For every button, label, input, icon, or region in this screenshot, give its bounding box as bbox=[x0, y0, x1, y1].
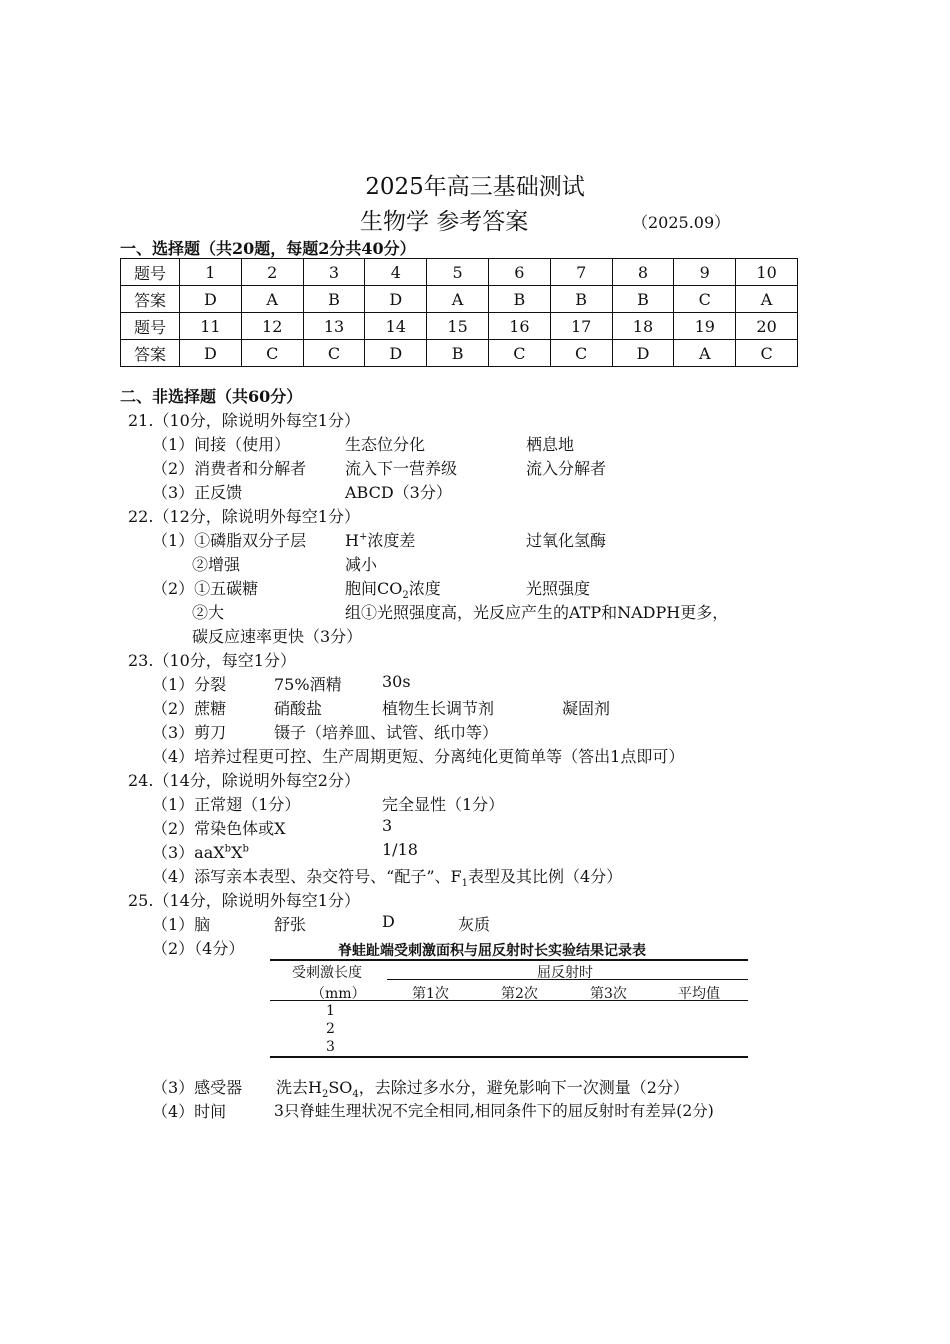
q23-heading: 23.（10分，每空1分） bbox=[128, 651, 296, 670]
q23-answer: 植物生长调节剂 bbox=[382, 699, 495, 718]
exam-date: （2025.09） bbox=[632, 213, 731, 232]
q22-answer: ②大 bbox=[192, 603, 225, 622]
q21-answer: ABCD（3分） bbox=[345, 483, 452, 502]
answer-cell: B bbox=[427, 340, 489, 367]
question-number: 18 bbox=[612, 313, 674, 340]
question-number: 19 bbox=[674, 313, 736, 340]
answer-cell: B bbox=[550, 286, 612, 313]
col-stimulus-length: 受刺激长度 bbox=[292, 965, 362, 981]
q25-heading: 25.（14分，除说明外每空1分） bbox=[128, 891, 360, 910]
record-table-caption: 脊蛙趾端受刺激面积与屈反射时长实验结果记录表 bbox=[338, 943, 646, 959]
answer-cell: A bbox=[427, 286, 489, 313]
q23-answer: 硝酸盐 bbox=[274, 699, 323, 718]
q21-answer: 流入下一营养级 bbox=[345, 459, 458, 478]
part2-heading: 二、非选择题（共60分） bbox=[120, 387, 303, 406]
table-row-label: 3 bbox=[326, 1039, 335, 1055]
q24-answer: $(3)aaX^bX^b$ bbox=[152, 843, 249, 862]
q25-answer: D bbox=[382, 912, 395, 931]
q21-heading: 21.（10分，除说明外每空1分） bbox=[128, 411, 360, 430]
question-number: 4 bbox=[365, 259, 427, 286]
question-number: 8 bbox=[612, 259, 674, 286]
answer-cell: A bbox=[241, 286, 303, 313]
answer-cell: D bbox=[180, 286, 242, 313]
title-line-1: 2025年高三基础测试 bbox=[365, 174, 585, 200]
q23-answer: （3）剪刀 bbox=[152, 723, 227, 742]
q25-answer: （1）脑 bbox=[152, 915, 211, 934]
q25-answer: （4）时间 bbox=[152, 1102, 227, 1121]
q24-answer: 完全显性（1分） bbox=[382, 795, 505, 814]
answer-cell: D bbox=[365, 286, 427, 313]
q24-answer: （1）正常翅（1分） bbox=[152, 795, 301, 814]
answer-cell: C bbox=[241, 340, 303, 367]
q23-answer: （2）蔗糖 bbox=[152, 699, 227, 718]
q24-answer: 1/18 bbox=[382, 840, 418, 859]
question-number: 11 bbox=[180, 313, 242, 340]
title-line-2: 生物学 参考答案 bbox=[360, 209, 529, 235]
q21-answer: 栖息地 bbox=[526, 435, 575, 454]
question-number: 16 bbox=[488, 313, 550, 340]
q23-answer: （1）分裂 bbox=[152, 675, 227, 694]
question-number: 3 bbox=[303, 259, 365, 286]
q22-answer: （1）①磷脂双分子层 bbox=[152, 531, 307, 550]
answer-cell: C bbox=[736, 340, 798, 367]
question-number-row bbox=[121, 313, 798, 340]
question-number: 10 bbox=[736, 259, 798, 286]
col-trial-1: 第1次 bbox=[412, 986, 449, 1002]
question-number: 2 bbox=[241, 259, 303, 286]
q22-answer: H+浓度差 bbox=[345, 531, 416, 550]
q21-answer: （1）间接（使用） bbox=[152, 435, 291, 454]
answer-cell: D bbox=[612, 340, 674, 367]
q24-answer: 3 bbox=[382, 816, 393, 835]
answer-cell: D bbox=[180, 340, 242, 367]
answer-cell: C bbox=[488, 340, 550, 367]
q22-heading: 22.（12分，除说明外每空1分） bbox=[128, 507, 360, 526]
q24-answer: （4）添写亲本表型、杂交符号、“配子”、$F_1$表型及其比例（4分） bbox=[152, 867, 623, 890]
row-label: 答案 bbox=[121, 286, 180, 313]
question-number: 14 bbox=[365, 313, 427, 340]
answer-cell: C bbox=[303, 340, 365, 367]
part1-heading: 一、选择题（共20题，每题2分共40分） bbox=[120, 239, 416, 258]
q22-answer: 胞间$CO_2$浓度 bbox=[345, 579, 441, 602]
q23-answer: 30s bbox=[382, 672, 411, 691]
row-label: 题号 bbox=[121, 259, 180, 286]
answer-cell: B bbox=[488, 286, 550, 313]
answer-cell: C bbox=[550, 340, 612, 367]
question-number: 6 bbox=[488, 259, 550, 286]
q25-answer: 舒张 bbox=[274, 915, 307, 934]
answer-cell: A bbox=[674, 340, 736, 367]
table-top-rule bbox=[270, 959, 748, 961]
question-number: 9 bbox=[674, 259, 736, 286]
q23-answer: 75%酒精 bbox=[274, 675, 342, 694]
col-average: 平均值 bbox=[678, 986, 720, 1002]
answer-cell: B bbox=[303, 286, 365, 313]
q25-answer: （2）（4分） bbox=[152, 939, 245, 958]
q25-answer: （3）感受器 bbox=[152, 1078, 243, 1097]
answer-cell: D bbox=[365, 340, 427, 367]
q23-answer: 凝固剂 bbox=[562, 699, 611, 718]
q22-answer: ②增强 bbox=[192, 555, 241, 574]
answer-row bbox=[121, 340, 798, 367]
q21-answer: 流入分解者 bbox=[526, 459, 607, 478]
q22-answer: 减小 bbox=[345, 555, 378, 574]
q24-heading: 24.（14分，除说明外每空2分） bbox=[128, 771, 360, 790]
question-number: 7 bbox=[550, 259, 612, 286]
q25-answer: 洗去$H_2SO_4$，去除过多水分，避免影响下一次测量（2分） bbox=[276, 1078, 689, 1101]
row-label: 题号 bbox=[121, 313, 180, 340]
row-label: 答案 bbox=[121, 340, 180, 367]
table-row-label: 2 bbox=[326, 1021, 335, 1037]
col-group-reflex-time: 屈反射时 bbox=[537, 965, 593, 981]
answer-cell: B bbox=[612, 286, 674, 313]
col-trial-3: 第3次 bbox=[590, 986, 627, 1002]
q22-answer: （2）①五碳糖 bbox=[152, 579, 259, 598]
question-number: 15 bbox=[427, 313, 489, 340]
question-number: 20 bbox=[736, 313, 798, 340]
answer-cell: A bbox=[736, 286, 798, 313]
q23-answer: 镊子（培养皿、试管、纸巾等） bbox=[274, 723, 499, 742]
table-bottom-rule bbox=[270, 1056, 748, 1058]
q23-answer: （4）培养过程更可控、生产周期更短、分离纯化更简单等（答出1点即可） bbox=[152, 747, 685, 766]
question-number: 13 bbox=[303, 313, 365, 340]
question-number: 5 bbox=[427, 259, 489, 286]
col-stimulus-unit: （mm） bbox=[311, 986, 366, 1002]
table-row-label: 1 bbox=[326, 1003, 335, 1019]
question-number: 17 bbox=[550, 313, 612, 340]
q25-answer: 灰质 bbox=[458, 915, 491, 934]
question-number: 12 bbox=[241, 313, 303, 340]
q25-answer: 3只脊蛙生理状况不完全相同,相同条件下的屈反射时有差异(2分) bbox=[274, 1102, 714, 1120]
col-trial-2: 第2次 bbox=[501, 986, 538, 1002]
answer-row bbox=[121, 286, 798, 313]
answer-cell: C bbox=[674, 286, 736, 313]
q22-answer: 组①光照强度高，光反应产生的ATP和NADPH更多， bbox=[345, 603, 729, 622]
q22-answer: 过氧化氢酶 bbox=[526, 531, 607, 550]
multiple-choice-answer-table bbox=[120, 258, 798, 367]
q21-answer: 生态位分化 bbox=[345, 435, 426, 454]
q21-answer: （3）正反馈 bbox=[152, 483, 243, 502]
question-number: 1 bbox=[180, 259, 242, 286]
question-number-row bbox=[121, 259, 798, 286]
q24-answer: （2）常染色体或X bbox=[152, 819, 286, 838]
q21-answer: （2）消费者和分解者 bbox=[152, 459, 307, 478]
q22-answer: 光照强度 bbox=[526, 579, 591, 598]
q22-answer: 碳反应速率更快（3分） bbox=[192, 627, 363, 646]
